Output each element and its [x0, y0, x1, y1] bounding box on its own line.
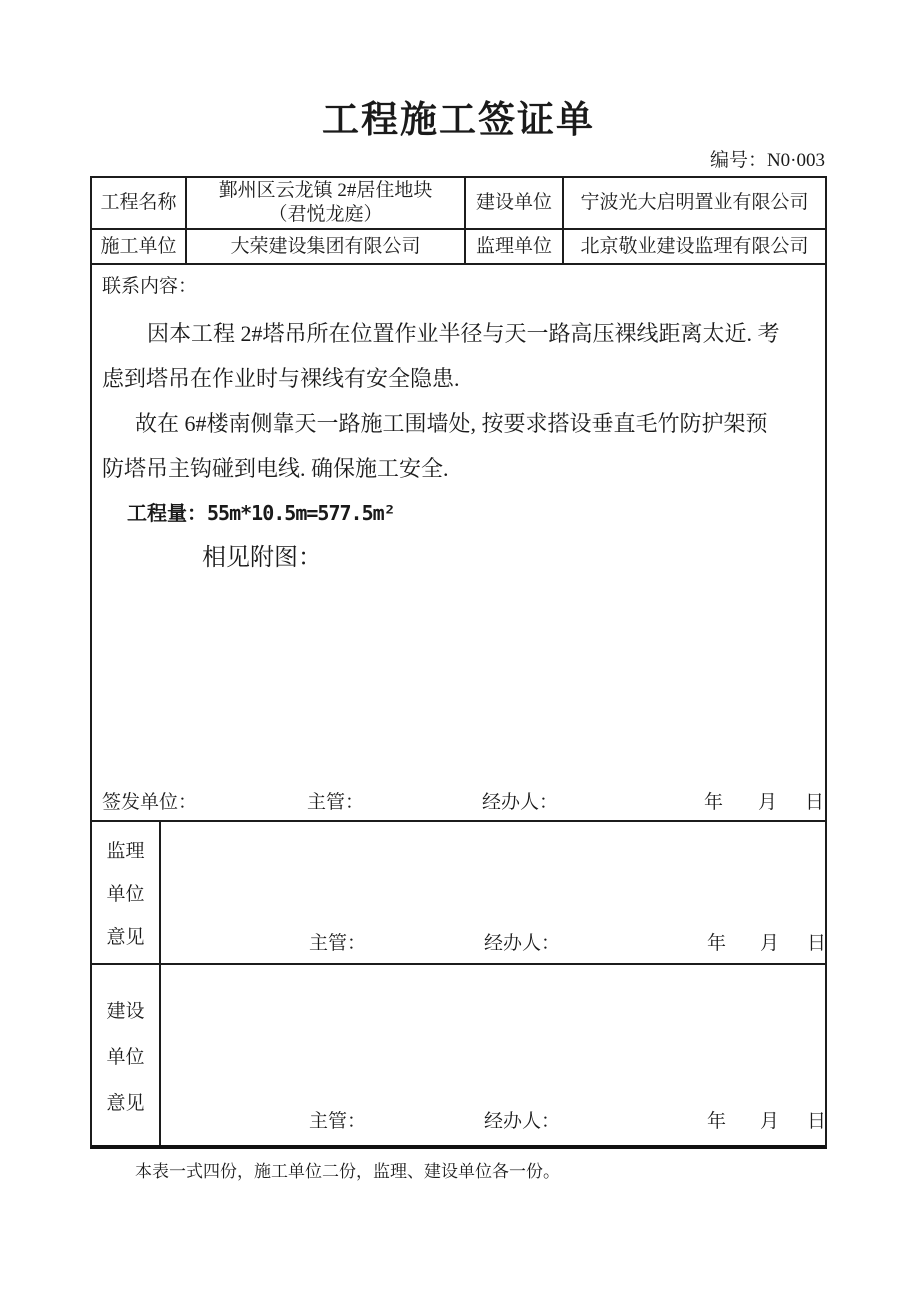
page-title: 工程施工签证单 — [322, 100, 595, 141]
day-label: 日 — [807, 933, 827, 954]
day-label: 日 — [807, 1111, 827, 1132]
contact-paragraph — [102, 311, 817, 491]
contact-content-label: 联系内容： — [102, 276, 198, 297]
project-name-line2: （君悦龙庭） — [268, 204, 383, 225]
month-label: 月 — [758, 792, 778, 813]
contractor-value: 大荣建设集团有限公司 — [185, 230, 464, 263]
quantity-label: 工程量： — [127, 503, 207, 525]
paragraph-line: 故在 6#楼南侧靠天一路施工围墙处, 按要求搭设垂直毛竹防护架预 — [135, 411, 768, 436]
supervision-opinion-label — [92, 822, 159, 963]
supervisor-label: 主管： — [309, 933, 367, 954]
supervision-unit-value: 北京敬业建设监理有限公司 — [562, 230, 825, 263]
supervision-opinion-area — [159, 822, 825, 963]
label-line: 单位 — [106, 1046, 145, 1068]
table-row-contractor — [92, 228, 825, 263]
construction-unit-label: 建设单位 — [464, 178, 562, 228]
supervisor-label: 主管： — [307, 792, 365, 813]
supervisor-label: 主管： — [309, 1111, 367, 1132]
form-table — [90, 176, 827, 1149]
issue-sign-row — [102, 786, 825, 814]
label-line: 意见 — [106, 927, 145, 948]
issuer-label: 签发单位： — [102, 792, 198, 813]
construction-sign-row — [161, 1109, 825, 1133]
year-label: 年 — [707, 1111, 727, 1132]
month-label: 月 — [760, 1111, 780, 1132]
quantity-line — [102, 493, 817, 536]
doc-number: 编号：N0·003 — [709, 150, 825, 171]
table-row-project — [92, 178, 825, 228]
supervision-opinion-section — [92, 820, 825, 963]
construction-unit-value: 宁波光大启明置业有限公司 — [562, 178, 825, 228]
construction-opinion-section — [92, 963, 825, 1145]
handler-label: 经办人： — [484, 1111, 561, 1132]
contact-content-cell — [92, 263, 825, 820]
year-label: 年 — [704, 792, 724, 813]
paragraph-line: 因本工程 2#塔吊所在位置作业半径与天一路高压裸线距离太近. 考 — [147, 321, 780, 346]
project-name-line1: 鄞州区云龙镇 2#居住地块 — [218, 180, 433, 201]
handler-label: 经办人： — [482, 792, 559, 813]
project-name-label: 工程名称 — [100, 192, 177, 213]
label-line: 单位 — [106, 884, 145, 905]
attachment-note: 相见附图： — [202, 545, 322, 571]
construction-opinion-area — [159, 965, 825, 1145]
quantity-value: 55m*10.5m=577.5m² — [207, 501, 395, 525]
label-line: 监理 — [106, 841, 145, 862]
month-label: 月 — [760, 933, 780, 954]
blank-area — [102, 574, 817, 786]
day-label: 日 — [805, 792, 825, 813]
construction-opinion-label — [92, 965, 159, 1145]
supervision-sign-row — [161, 931, 825, 955]
handler-label: 经办人： — [484, 933, 561, 954]
label-line: 意见 — [106, 1092, 145, 1114]
footer-note: 本表一式四份，施工单位二份，监理、建设单位各一份。 — [135, 1162, 560, 1181]
label-line: 建设 — [106, 1000, 145, 1022]
supervision-unit-label: 监理单位 — [464, 230, 562, 263]
paragraph-line: 防塔吊主钩碰到电线. 确保施工安全. — [102, 456, 449, 481]
project-name-value — [185, 178, 464, 228]
paragraph-line: 虑到塔吊在作业时与裸线有安全隐患. — [102, 366, 460, 391]
year-label: 年 — [707, 933, 727, 954]
contractor-label: 施工单位 — [100, 235, 177, 257]
document-content — [90, 100, 827, 1183]
